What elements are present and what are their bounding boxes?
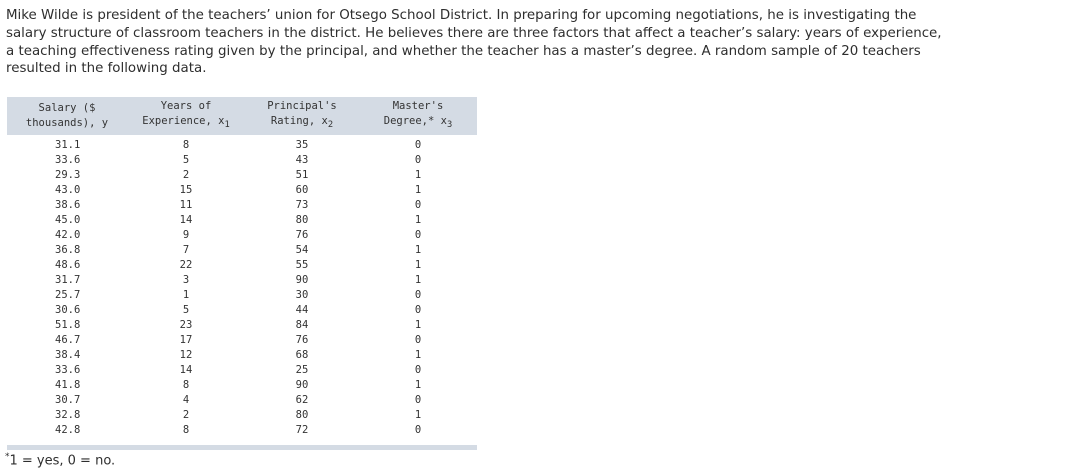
cell-rating: 90 (295, 274, 309, 287)
cell-rating: 44 (295, 304, 309, 317)
table-row (7, 378, 477, 393)
header-salary-line2: thousands), y (25, 117, 109, 130)
cell-salary: 48.6 (55, 259, 81, 272)
cell-experience: 8 (182, 424, 190, 437)
cell-experience: 22 (179, 259, 193, 272)
cell-degree: 0 (414, 199, 422, 212)
cell-experience: 1 (182, 289, 190, 302)
header-salary (7, 97, 127, 135)
cell-degree: 0 (414, 364, 422, 377)
problem-intro: Mike Wilde is president of the teachers’ union for Otsego School District. In preparing for upcoming negotiations, he is investigating the salary structure of classroom teachers in the district. He believes there are three factors that affect a teacher’s salary: years of experience, a teaching effectiveness rating given by the principal, and whether the teacher has a master’s degree. A random sample of 20 teachers resulted in the following data. (6, 8, 942, 77)
footnote-mark: * (5, 452, 10, 462)
cell-salary: 31.1 (55, 139, 81, 152)
table-row (7, 273, 477, 288)
table-row (7, 333, 477, 348)
cell-rating: 68 (295, 349, 309, 362)
cell-rating: 60 (295, 184, 309, 197)
table-row (7, 288, 477, 303)
footnote (5, 452, 115, 468)
header-degree-line1: Master's (392, 100, 444, 112)
cell-experience: 8 (182, 139, 190, 152)
header-salary-line1: Salary ($ (38, 102, 96, 115)
cell-salary: 29.3 (55, 169, 81, 182)
table-row (7, 348, 477, 363)
table-row (7, 393, 477, 408)
teacher-salary-table (7, 97, 477, 438)
table-row (7, 423, 477, 438)
cell-salary: 46.7 (55, 334, 81, 347)
cell-rating: 76 (295, 229, 309, 242)
cell-salary: 45.0 (55, 214, 81, 227)
cell-experience: 2 (182, 169, 190, 182)
cell-experience: 8 (182, 379, 190, 392)
table-row (7, 408, 477, 423)
cell-salary: 33.6 (55, 154, 81, 167)
header-degree-sub: 3 (446, 120, 453, 131)
table-header (7, 97, 477, 135)
cell-salary: 42.8 (55, 424, 81, 437)
cell-rating: 76 (295, 334, 309, 347)
cell-rating: 62 (295, 394, 309, 407)
cell-salary: 43.0 (55, 184, 81, 197)
cell-rating: 73 (295, 199, 309, 212)
cell-degree: 1 (414, 214, 422, 227)
table-bottom-rule (7, 445, 477, 450)
cell-salary: 25.7 (55, 289, 81, 302)
cell-experience: 5 (182, 304, 190, 317)
header-degree (359, 97, 477, 135)
header-rating-line2: Rating, x (270, 115, 328, 127)
cell-experience: 14 (179, 364, 193, 377)
cell-experience: 14 (179, 214, 193, 227)
header-rating (245, 97, 359, 135)
header-experience-sub: 1 (224, 120, 230, 131)
cell-degree: 1 (414, 244, 422, 257)
header-rating-line1: Principal's (267, 100, 337, 112)
data-table-container (7, 97, 477, 450)
table-row (7, 198, 477, 213)
cell-salary: 51.8 (55, 319, 81, 332)
cell-experience: 12 (179, 349, 193, 362)
cell-experience: 7 (182, 244, 190, 257)
cell-degree: 0 (414, 424, 422, 437)
header-experience-line2: Experience, x (142, 115, 225, 127)
cell-degree: 0 (414, 304, 422, 317)
table-row (7, 318, 477, 333)
cell-rating: 72 (295, 424, 309, 437)
footnote-text: 1 = yes, 0 = no. (9, 453, 116, 469)
header-experience-line1: Years of (160, 100, 212, 112)
table-row (7, 258, 477, 273)
cell-degree: 0 (414, 289, 422, 302)
cell-degree: 1 (414, 169, 422, 182)
cell-experience: 23 (179, 319, 193, 332)
table-row (7, 243, 477, 258)
cell-salary: 33.6 (55, 364, 81, 377)
table-row (7, 228, 477, 243)
table-row (7, 135, 477, 153)
cell-rating: 54 (295, 244, 309, 257)
cell-experience: 9 (182, 229, 190, 242)
header-rating-sub: 2 (327, 120, 334, 131)
cell-degree: 1 (414, 259, 422, 272)
cell-rating: 51 (295, 169, 309, 182)
cell-experience: 11 (179, 199, 193, 212)
cell-degree: 0 (414, 334, 422, 347)
cell-experience: 4 (182, 394, 190, 407)
cell-salary: 31.7 (55, 274, 81, 287)
cell-degree: 1 (414, 349, 422, 362)
cell-degree: 1 (414, 379, 422, 392)
cell-salary: 42.0 (55, 229, 81, 242)
cell-experience: 5 (182, 154, 190, 167)
table-row (7, 183, 477, 198)
cell-salary: 36.8 (55, 244, 81, 257)
cell-rating: 80 (295, 214, 309, 227)
cell-degree: 1 (414, 319, 422, 332)
cell-experience: 3 (182, 274, 190, 287)
cell-degree: 1 (414, 274, 422, 287)
table-row (7, 363, 477, 378)
cell-salary: 30.6 (55, 304, 81, 317)
cell-rating: 35 (295, 139, 309, 152)
cell-degree: 0 (414, 139, 422, 152)
header-experience (127, 97, 245, 135)
cell-experience: 2 (182, 409, 190, 422)
cell-degree: 0 (414, 154, 422, 167)
table-body (7, 135, 477, 438)
cell-rating: 30 (295, 289, 309, 302)
cell-experience: 15 (179, 184, 193, 197)
cell-degree: 1 (414, 409, 422, 422)
cell-degree: 1 (414, 184, 422, 197)
cell-degree: 0 (414, 394, 422, 407)
cell-experience: 17 (179, 334, 193, 347)
cell-salary: 41.8 (55, 379, 81, 392)
cell-degree: 0 (414, 229, 422, 242)
table-row (7, 303, 477, 318)
cell-rating: 25 (295, 364, 309, 377)
table-row (7, 168, 477, 183)
header-degree-line2: Degree,* x (383, 115, 447, 127)
cell-rating: 84 (295, 319, 309, 332)
cell-rating: 90 (295, 379, 309, 392)
cell-salary: 30.7 (55, 394, 81, 407)
cell-rating: 80 (295, 409, 309, 422)
cell-salary: 38.6 (55, 199, 81, 212)
cell-salary: 38.4 (55, 349, 81, 362)
cell-rating: 55 (295, 259, 309, 272)
cell-salary: 32.8 (55, 409, 81, 422)
table-row (7, 153, 477, 168)
cell-rating: 43 (295, 154, 309, 167)
table-row (7, 213, 477, 228)
